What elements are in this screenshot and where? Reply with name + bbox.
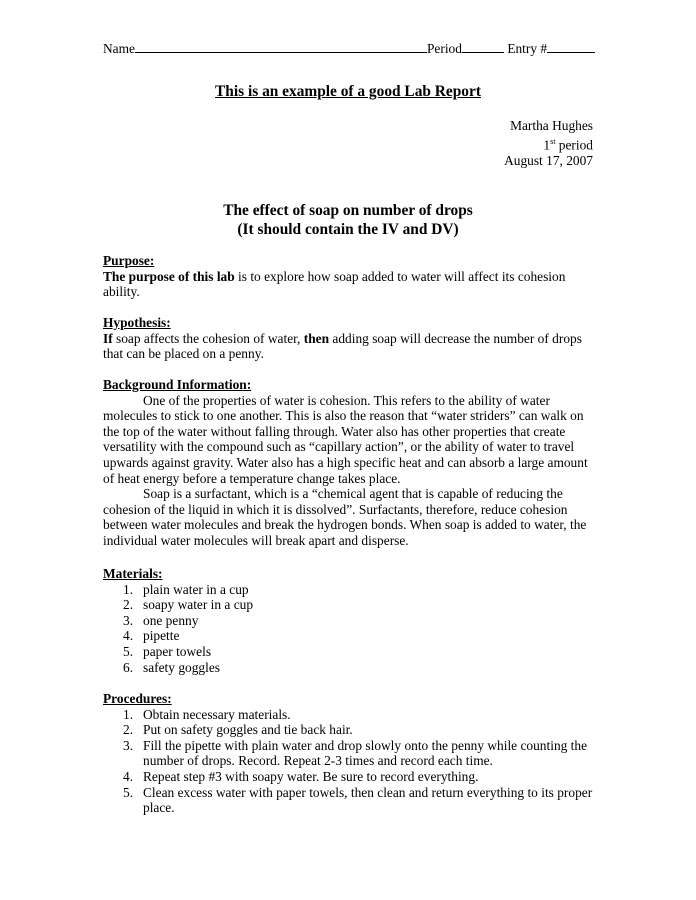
name-label: Name bbox=[103, 41, 135, 56]
procedures-section bbox=[103, 691, 597, 816]
report-title: This is an example of a good Lab Report bbox=[215, 83, 481, 100]
list-item: 5. Clean excess water with paper towels, then clean and return everything to its proper place. bbox=[123, 784, 593, 816]
list-item: 2. soapy water in a cup bbox=[123, 597, 254, 613]
purpose-text: The purpose of this lab is to explore how soap added to water will affect its cohesion ability. bbox=[103, 268, 566, 300]
list-item: 3. one penny bbox=[123, 612, 199, 628]
procedures-list bbox=[103, 707, 597, 816]
list-item: 2. Put on safety goggles and tie back hair. bbox=[123, 722, 353, 738]
name-blank[interactable] bbox=[135, 41, 427, 53]
list-item: 3. Fill the pipette with plain water and drop slowly onto the penny while counting the number of drops. Record. Repeat 2-3 times and record each time. bbox=[123, 737, 588, 769]
procedures-heading: Procedures: bbox=[103, 691, 172, 706]
list-item: 5. paper towels bbox=[123, 643, 212, 659]
purpose-section bbox=[103, 253, 597, 300]
purpose-heading: Purpose: bbox=[103, 253, 155, 268]
materials-section bbox=[103, 566, 597, 675]
author-block bbox=[504, 118, 593, 169]
period-label: Period bbox=[426, 41, 462, 56]
entry-label: Entry # bbox=[507, 41, 548, 56]
hypothesis-text: If soap affects the cohesion of water, then adding soap will decrease the number of drops that can be placed on a penny. bbox=[103, 330, 582, 362]
experiment-title: The effect of soap on number of drops (It should contain the IV and DV) bbox=[223, 202, 473, 238]
materials-list bbox=[103, 582, 597, 676]
hypothesis-section bbox=[103, 315, 597, 362]
background-paragraph-1: One of the properties of water is cohesion. This refers to the ability of water molecules to stick to one another. This is also the reason that “water striders” can walk on the top of the water without falling through. Water also has other properties that create versatility with the compound such as “capillary action”, or the ability of water to travel upwards against gravity. Water also has a high specific heat and can absorb a large amount of heat energy before a temperature change takes place. bbox=[103, 392, 588, 486]
background-section bbox=[103, 377, 597, 549]
report-date: August 17, 2007 bbox=[504, 153, 593, 169]
list-item: 1. Obtain necessary materials. bbox=[123, 706, 291, 722]
background-paragraph-2: Soap is a surfactant, which is a “chemical agent that is capable of reducing the cohesion of the liquid in which it is dissolved”. Surfactants, therefore, reduce cohesion between water molecules and break the hydrogen bonds. When soap is added to water, the individual water molecules will break apart and disperse. bbox=[103, 486, 587, 548]
entry-blank[interactable] bbox=[547, 41, 595, 53]
list-item: 4. Repeat step #3 with soapy water. Be sure to record everything. bbox=[123, 768, 479, 784]
list-item: 1. plain water in a cup bbox=[123, 581, 249, 597]
header-fields bbox=[103, 41, 597, 57]
background-heading: Background Information: bbox=[103, 377, 252, 392]
author-name: Martha Hughes bbox=[510, 118, 593, 133]
list-item: 6. safety goggles bbox=[123, 659, 220, 675]
period-blank[interactable] bbox=[462, 41, 504, 53]
author-period: 1st period bbox=[543, 137, 593, 153]
materials-heading: Materials: bbox=[103, 566, 163, 581]
list-item: 4. pipette bbox=[123, 628, 180, 644]
hypothesis-heading: Hypothesis: bbox=[103, 315, 171, 330]
